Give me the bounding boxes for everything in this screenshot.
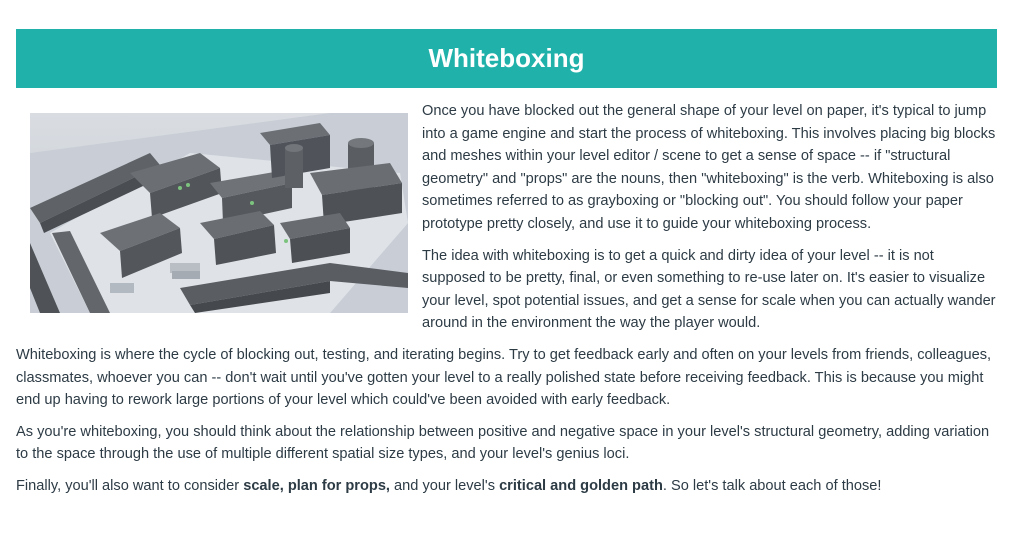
paragraph-intro: Once you have blocked out the general shape of your level on paper, it's typical to jump into a game engine and start the process of whiteboxing. This involves placing big blocks and meshes within your level editor / scene to get a sense of space -- if "structural geometry" and "props" are the nouns, then "whiteboxing" is the verb. Whiteboxing is also sometimes referred to as grayboxing or "blocking out". You should follow your paper prototype pretty closely, and use it to guide your whiteboxing process. bbox=[422, 103, 996, 232]
final-bold-path: critical and golden path bbox=[499, 477, 663, 494]
final-text-2: and your level's bbox=[390, 477, 500, 494]
final-bold-scale: scale, plan for props, bbox=[243, 477, 390, 494]
section-header-banner bbox=[16, 29, 997, 88]
paragraph-space: As you're whiteboxing, you should think about the relationship between positive and negative space in your level's structural geometry, adding variation to the space through the use of multiple different spatial size types, and your level's genius loci. bbox=[16, 423, 990, 463]
paragraph-final bbox=[16, 475, 998, 498]
final-text-1: Finally, you'll also want to consider bbox=[16, 477, 244, 494]
paragraph-cycle: Whiteboxing is where the cycle of blocking out, testing, and iterating begins. Try to get feedback early and often on your levels from friends, colleagues, classmates, whoever you can -- don't wait until you've gotten your level to a really polished state before receiving feedback. This is because you might end up having to rework large portions of your level which could've been avoided with early feedback. bbox=[16, 346, 992, 409]
final-text-3: . So let's talk about each of those! bbox=[662, 477, 882, 494]
paragraph-idea: The idea with whiteboxing is to get a quick and dirty idea of your level -- it is not supposed to be pretty, final, or even something to re-use later on. It's easier to visualize your level, spot potential issues, and get a sense for scale when you can actually wander around in the environment the way the player would. bbox=[422, 247, 996, 332]
level-whitebox-image bbox=[30, 113, 408, 313]
page-title: Whiteboxing bbox=[428, 43, 585, 73]
article-body bbox=[16, 100, 998, 507]
